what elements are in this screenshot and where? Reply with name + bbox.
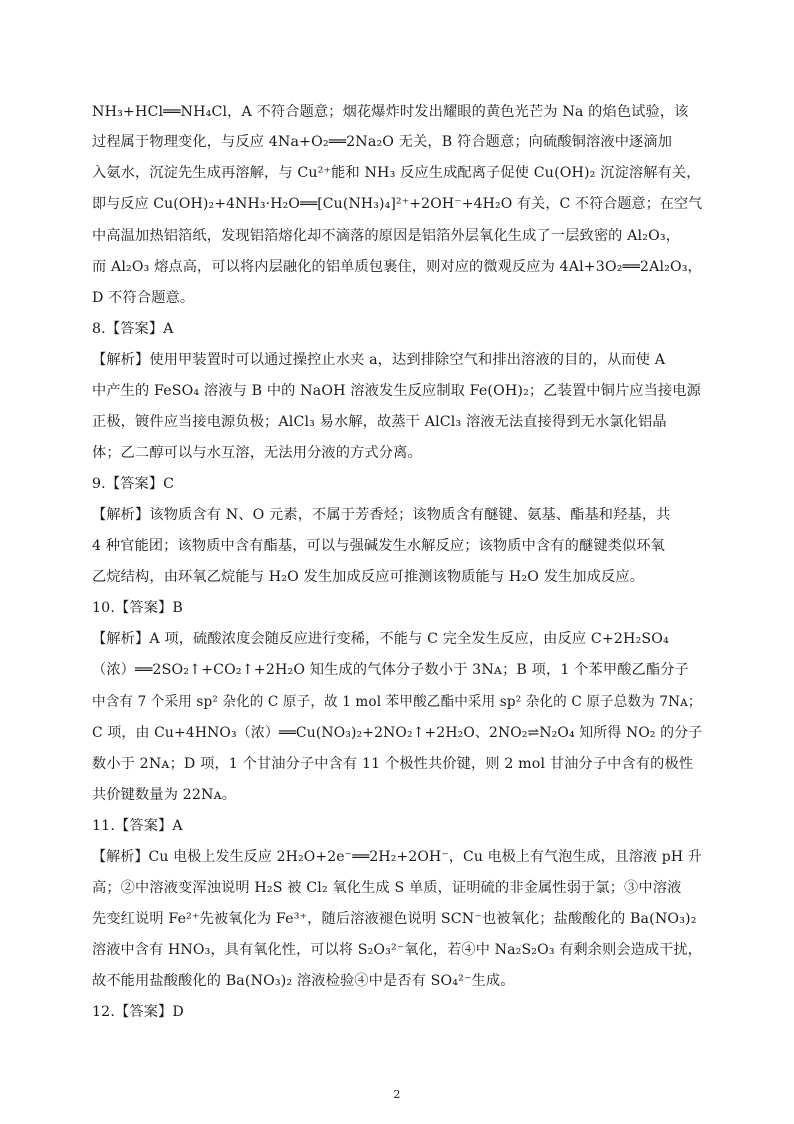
answer-heading: 9.【答案】C — [92, 476, 175, 492]
text-line: 即与反应 Cu(OH)₂+4NH₃·H₂O══[Cu(NH₃)₄]²⁺+2OH⁻+4H₂O 有关，C 不符合题意；在空气 — [92, 196, 703, 212]
answer-heading: 12.【答案】D — [92, 1004, 184, 1020]
page-number: 2 — [393, 1088, 401, 1101]
text-line: 体；乙二醇可以与水互溶，无法用分液的方式分离。 — [92, 445, 422, 461]
text-line: 共价键数量为 22Nᴀ。 — [92, 787, 237, 803]
text-line: 【解析】A 项，硫酸浓度会随反应进行变稀，不能与 C 完全发生反应，由反应 C+2H₂SO₄ — [92, 631, 669, 647]
text-line: NH₃+HCl══NH₄Cl，A 不符合题意；烟花爆炸时发出耀眼的黄色光芒为 Na 的焰色试验，该 — [92, 104, 689, 120]
text-line: 正极，镀件应当接电源负极；AlCl₃ 易水解，故蒸干 AlCl₃ 溶液无法直接得到无水氯化铝晶 — [92, 414, 667, 430]
answer-heading: 11.【答案】A — [92, 818, 183, 834]
text-line: 中产生的 FeSO₄ 溶液与 B 中的 NaOH 溶液发生反应制取 Fe(OH)₂；乙装置中铜片应当接电源 — [92, 383, 701, 399]
text-line: （浓）══2SO₂↑+CO₂↑+2H₂O 知生成的气体分子数小于 3Nᴀ；B 项，1 个苯甲酸乙酯分子 — [92, 662, 689, 678]
text-line: 中含有 7 个采用 sp² 杂化的 C 原子，故 1 mol 苯甲酸乙酯中采用 sp² 杂化的 C 原子总数为 7Nᴀ； — [92, 694, 702, 710]
text-line: 【解析】使用甲装置时可以通过操控止水夹 a，达到排除空气和排出溶液的目的，从而使 A — [92, 352, 666, 368]
text-line: 过程属于物理变化，与反应 4Na+O₂══2Na₂O 无关，B 符合题意；向硫酸铜溶液中逐滴加 — [92, 134, 673, 150]
text-line: 溶液中含有 HNO₃，具有氧化性，可以将 S₂O₃²⁻氧化，若④中 Na₂S₂O₃ 有剩余则会造成干扰， — [92, 942, 702, 958]
text-line: 故不能用盐酸酸化的 Ba(NO₃)₂ 溶液检验④中是否有 SO₄²⁻生成。 — [92, 973, 515, 989]
text-line: D 不符合题意。 — [92, 290, 195, 306]
answer-heading: 10.【答案】B — [92, 600, 183, 616]
answer-heading: 8.【答案】A — [92, 321, 174, 337]
text-line: 4 种官能团；该物质中含有酯基，可以与强碱发生水解反应；该物质中含有的醚键类似环氧 — [92, 538, 666, 554]
text-line: 【解析】该物质含有 N、O 元素，不属于芳香烃；该物质含有醚键、氨基、酯基和羟基，共 — [92, 507, 671, 523]
text-line: 【解析】Cu 电极上发生反应 2H₂O+2e⁻══2H₂+2OH⁻，Cu 电极上有气泡生成，且溶液 pH 升 — [92, 849, 702, 865]
text-line: C 项，由 Cu+4HNO₃（浓）══Cu(NO₃)₂+2NO₂↑+2H₂O、2NO₂⇌N₂O₄ 知所得 NO₂ 的分子 — [92, 725, 703, 741]
text-line: 先变红说明 Fe²⁺先被氧化为 Fe³⁺，随后溶液褪色说明 SCN⁻也被氧化；盐酸酸化的 Ba(NO₃)₂ — [92, 911, 697, 927]
text-line: 数小于 2Nᴀ；D 项，1 个甘油分子中含有 11 个极性共价键，则 2 mol 甘油分子中含有的极性 — [92, 756, 694, 772]
text-line: 而 Al₂O₃ 熔点高，可以将内层融化的铝单质包裹住，则对应的微观反应为 4Al+3O₂══2Al₂O₃， — [92, 259, 702, 275]
text-line: 入氨水，沉淀先生成再溶解，与 Cu²⁺能和 NH₃ 反应生成配离子促使 Cu(OH)₂ 沉淀溶解有关， — [92, 165, 701, 181]
text-line: 乙烷结构，由环氧乙烷能与 H₂O 发生加成反应可推测该物质能与 H₂O 发生加成反应。 — [92, 569, 645, 585]
text-line: 高；②中溶液变浑浊说明 H₂S 被 Cl₂ 氧化生成 S 单质，证明硫的非金属性弱于氯；③中溶液 — [92, 880, 682, 896]
text-line: 中高温加热铝箔纸，发现铝箔熔化却不滴落的原因是铝箔外层氧化生成了一层致密的 Al₂O₃， — [92, 228, 681, 244]
